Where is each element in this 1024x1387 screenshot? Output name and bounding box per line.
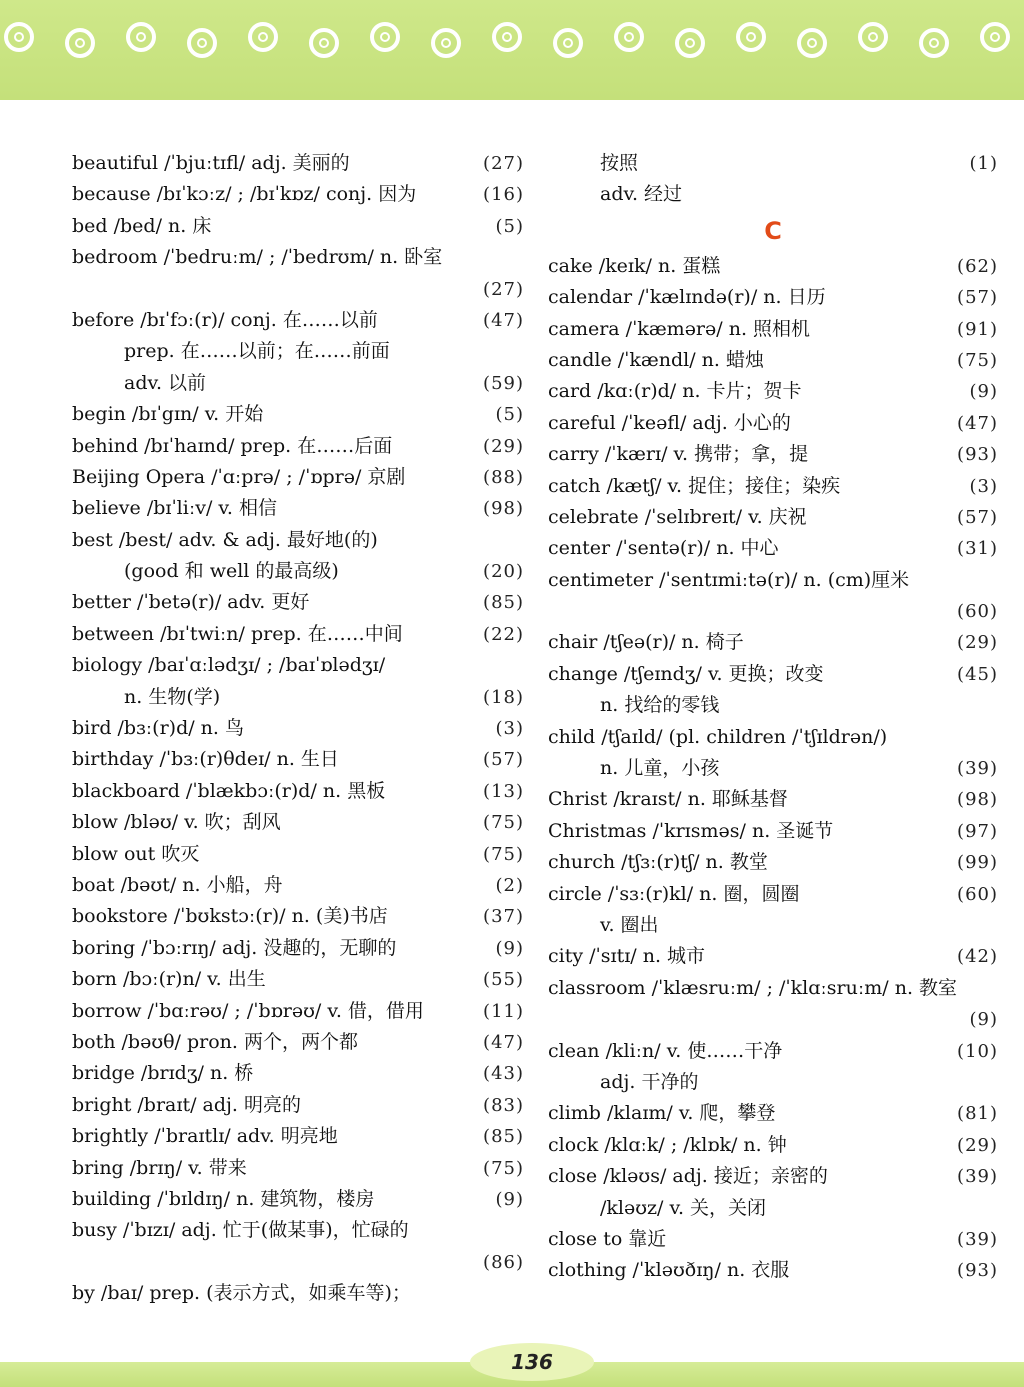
entry-page-ref: (1): [969, 153, 998, 174]
circle-ornament: [736, 22, 766, 52]
entry-page-ref: (43): [483, 1063, 524, 1085]
entry-text: bird /bɜː(r)d/ n. 鸟: [72, 717, 244, 740]
entry-text: Beijing Opera /ˈɑːprə/ ; /ˈɒprə/ 京剧: [72, 465, 406, 488]
entry-text: before /bɪˈfɔː(r)/ conj. 在……以前: [72, 308, 378, 331]
entry-page-ref: (98): [483, 498, 524, 520]
circle-ornament: [370, 22, 400, 52]
circle-ornament: [858, 22, 888, 52]
entry-line: [72, 1278, 524, 1309]
entry-line: [72, 1058, 524, 1089]
entry-page-ref: (60): [957, 601, 998, 623]
entry-line: [72, 682, 524, 713]
entry-text: bed /bed/ n. 床: [72, 214, 212, 237]
entry-line: [548, 1004, 998, 1035]
entry-text: centimeter /ˈsentɪmiːtə(r)/ n. (cm)厘米: [548, 568, 910, 591]
entry-line: [72, 1121, 524, 1152]
entry-text: both /bəʊθ/ pron. 两个，两个都: [72, 1030, 358, 1053]
entry-line: [72, 305, 524, 336]
entry-line: [548, 148, 998, 179]
entry-line: [548, 282, 998, 313]
entry-line: [548, 471, 998, 502]
entry-page-ref: (57): [957, 506, 998, 528]
entry-text: better /ˈbetə(r)/ adv. 更好: [72, 591, 310, 614]
entry-page-ref: (39): [957, 758, 998, 780]
entry-line: [72, 179, 524, 210]
circle-ornament: [492, 22, 522, 52]
entry-page-ref: (75): [957, 349, 998, 371]
entry-text: bright /braɪt/ adj. 明亮的: [72, 1093, 301, 1116]
entry-text: city /ˈsɪtɪ/ n. 城市: [548, 945, 706, 968]
entry-text: n. 找给的零钱: [600, 694, 720, 717]
entry-line: [72, 1215, 524, 1246]
entry-line: [72, 1090, 524, 1121]
entry-line: [72, 650, 524, 681]
entry-text: church /tʃɜː(r)tʃ/ n. 教堂: [548, 851, 768, 874]
entry-text: because /bɪˈkɔːz/ ; /bɪˈkɒz/ conj. 因为: [72, 183, 417, 206]
entry-page-ref: (11): [483, 1000, 524, 1022]
entry-page-ref: (3): [969, 475, 998, 497]
entry-text: by /baɪ/ prep. (表示方式，如乘车等)；: [72, 1282, 411, 1305]
entry-text: card /kɑː(r)d/ n. 卡片；贺卡: [548, 380, 802, 403]
entry-page-ref: (98): [957, 789, 998, 811]
entry-page-ref: (47): [957, 412, 998, 434]
entry-line: [548, 533, 998, 564]
entry-page-ref: (83): [483, 1094, 524, 1116]
entry-line: [72, 1247, 524, 1278]
entry-page-ref: (93): [957, 444, 998, 466]
entry-page-ref: (29): [957, 632, 998, 654]
circle-ornament: [553, 28, 583, 58]
entry-page-ref: (27): [483, 153, 524, 174]
entry-text: celebrate /ˈselɪbreɪt/ v. 庆祝: [548, 505, 807, 528]
entry-line: [548, 408, 998, 439]
entry-page-ref: (39): [957, 1166, 998, 1188]
entry-text: n. 儿童，小孩: [600, 757, 720, 780]
entry-text: child /tʃaɪld/ (pl. children /ˈtʃɪldrən/): [548, 725, 888, 748]
entry-line: [548, 1036, 998, 1067]
entry-page-ref: (37): [483, 906, 524, 928]
entry-page-ref: (62): [957, 255, 998, 277]
entry-text: bridge /brɪdʒ/ n. 桥: [72, 1062, 254, 1085]
entry-line: [72, 619, 524, 650]
entry-text: behind /bɪˈhaɪnd/ prep. 在……后面: [72, 434, 393, 457]
entry-line: [72, 964, 524, 995]
entry-line: [548, 179, 998, 210]
entry-text: change /tʃeɪndʒ/ v. 更换；改变: [548, 662, 824, 685]
entry-text: Christmas /ˈkrɪsməs/ n. 圣诞节: [548, 819, 834, 842]
entry-line: [548, 910, 998, 941]
entry-text: adv. 以前: [124, 371, 207, 394]
entry-page-ref: (86): [483, 1251, 524, 1273]
entry-page-ref: (2): [495, 874, 524, 896]
entry-text: best /best/ adv. & adj. 最好地(的): [72, 528, 378, 551]
entry-text: careful /ˈkeəfl/ adj. 小心的: [548, 411, 791, 434]
entry-line: [548, 1098, 998, 1129]
entry-line: [548, 251, 998, 282]
entry-text: circle /ˈsɜː(r)kl/ n. 圈，圆圈: [548, 882, 800, 905]
entry-page-ref: (42): [957, 946, 998, 968]
entry-page-ref: (47): [483, 309, 524, 331]
entry-line: [548, 1255, 998, 1286]
entry-text: biology /baɪˈɑːlədʒɪ/ ; /baɪˈɒlədʒɪ/: [72, 654, 386, 677]
entry-text: carry /ˈkærɪ/ v. 携带；拿，提: [548, 443, 809, 466]
section-letter: C: [764, 216, 782, 245]
entry-text: born /bɔː(r)n/ v. 出生: [72, 968, 266, 991]
entry-text: close to 靠近: [548, 1227, 667, 1250]
entry-text: clean /kliːn/ v. 使……干净: [548, 1039, 783, 1062]
entry-text: cake /keɪk/ n. 蛋糕: [548, 254, 721, 277]
entry-page-ref: (59): [483, 372, 524, 394]
entry-text: begin /bɪˈgɪn/ v. 开始: [72, 403, 264, 426]
entry-text: beautiful /ˈbjuːtɪfl/ adj. 美丽的: [72, 152, 350, 174]
entry-text: boring /ˈbɔːrɪŋ/ adj. 没趣的，无聊的: [72, 936, 397, 959]
entry-text: believe /bɪˈliːv/ v. 相信: [72, 497, 277, 520]
entry-page-ref: (81): [957, 1103, 998, 1125]
entry-text: camera /ˈkæmərə/ n. 照相机: [548, 317, 811, 340]
entry-line: [72, 336, 524, 367]
entry-line: [72, 807, 524, 838]
entry-text: clothing /ˈkləʊðɪŋ/ n. 衣服: [548, 1259, 790, 1282]
entry-line: [72, 462, 524, 493]
entry-text: climb /klaɪm/ v. 爬，攀登: [548, 1102, 776, 1125]
circle-ornament: [797, 28, 827, 58]
decorative-circles: [0, 18, 1024, 62]
circle-ornament: [65, 28, 95, 58]
entry-line: [72, 744, 524, 775]
entry-text: clock /klɑːk/ ; /klɒk/ n. 钟: [548, 1133, 787, 1156]
left-column: [72, 148, 524, 1328]
entry-text: catch /kætʃ/ v. 捉住；接住；染疾: [548, 474, 841, 497]
entry-line: [72, 587, 524, 618]
entry-page-ref: (31): [957, 538, 998, 560]
entry-line: [72, 274, 524, 305]
entry-text: classroom /ˈklæsruːm/ ; /ˈklɑːsruːm/ n. 教室: [548, 976, 958, 999]
entry-page-ref: (9): [495, 1188, 524, 1210]
circle-ornament: [187, 28, 217, 58]
entry-line: [548, 722, 998, 753]
entry-line: [548, 314, 998, 345]
circle-ornament: [919, 28, 949, 58]
entry-line: [72, 870, 524, 901]
entry-line: [72, 901, 524, 932]
entry-page-ref: (91): [957, 318, 998, 340]
entry-text: calendar /ˈkælɪndə(r)/ n. 日历: [548, 286, 826, 309]
entry-line: [72, 211, 524, 242]
entry-text: blackboard /ˈblækbɔː(r)d/ n. 黑板: [72, 779, 386, 802]
entry-line: [72, 431, 524, 462]
entry-line: [72, 1184, 524, 1215]
entry-text: bookstore /ˈbʊkstɔː(r)/ n. (美)书店: [72, 905, 388, 928]
entry-page-ref: (99): [957, 852, 998, 874]
entry-page-ref: (5): [495, 215, 524, 237]
entry-text: 按照: [600, 152, 639, 174]
entry-text: v. 圈出: [600, 913, 659, 936]
entry-text: Christ /kraɪst/ n. 耶稣基督: [548, 788, 788, 811]
entry-page-ref: (57): [957, 287, 998, 309]
circle-ornament: [431, 28, 461, 58]
entry-page-ref: (88): [483, 466, 524, 488]
entry-page-ref: (85): [483, 1126, 524, 1148]
entry-page-ref: (29): [957, 1134, 998, 1156]
entry-line: [548, 376, 998, 407]
entry-page-ref: (45): [957, 663, 998, 685]
entry-text: brightly /ˈbraɪtlɪ/ adv. 明亮地: [72, 1125, 338, 1148]
entry-line: [548, 690, 998, 721]
entry-line: [72, 713, 524, 744]
entry-text: chair /tʃeə(r)/ n. 椅子: [548, 631, 744, 654]
entry-page-ref: (39): [957, 1228, 998, 1250]
header-band: [0, 0, 1024, 100]
entry-page-ref: (60): [957, 883, 998, 905]
entry-line: [548, 345, 998, 376]
entry-line: [548, 1067, 998, 1098]
entry-text: close /kləʊs/ adj. 接近；亲密的: [548, 1165, 828, 1188]
entry-line: [548, 627, 998, 658]
entry-line: [548, 596, 998, 627]
entry-line: [548, 753, 998, 784]
entry-text: center /ˈsentə(r)/ n. 中心: [548, 537, 779, 560]
entry-page-ref: (75): [483, 843, 524, 865]
entry-page-ref: (5): [495, 404, 524, 426]
entry-page-ref: (47): [483, 1031, 524, 1053]
entry-page-ref: (9): [495, 937, 524, 959]
entry-line: [72, 1027, 524, 1058]
entry-page-ref: (75): [483, 1157, 524, 1179]
page-number: 136: [470, 1343, 594, 1381]
entry-page-ref: (55): [483, 969, 524, 991]
entry-text: (good 和 well 的最高级): [124, 560, 339, 583]
entry-line: [548, 847, 998, 878]
entry-line: [72, 839, 524, 870]
entry-line: [548, 439, 998, 470]
entry-line: [548, 973, 998, 1004]
entry-text: boat /bəʊt/ n. 小船，舟: [72, 873, 283, 896]
entry-page-ref: (16): [483, 184, 524, 206]
entry-page-ref: (29): [483, 435, 524, 457]
entry-page-ref: (10): [957, 1040, 998, 1062]
circle-ornament: [675, 28, 705, 58]
entry-text: building /ˈbɪldɪŋ/ n. 建筑物，楼房: [72, 1187, 375, 1210]
entry-line: [72, 776, 524, 807]
entry-text: adj. 干净的: [600, 1070, 699, 1093]
entry-text: n. 生物(学): [124, 685, 221, 708]
entry-line: [548, 502, 998, 533]
entry-line: [72, 242, 524, 273]
entry-page-ref: (75): [483, 812, 524, 834]
entry-line: [72, 933, 524, 964]
entry-line: [72, 368, 524, 399]
entry-text: adv. 经过: [600, 183, 683, 206]
circle-ornament: [248, 22, 278, 52]
entry-line: [548, 565, 998, 596]
circle-ornament: [980, 22, 1010, 52]
circle-ornament: [614, 22, 644, 52]
entry-page-ref: (27): [483, 278, 524, 300]
entry-line: [548, 941, 998, 972]
entry-line: [548, 784, 998, 815]
entry-line: [548, 1224, 998, 1255]
circle-ornament: [4, 22, 34, 52]
entry-line: [548, 1161, 998, 1192]
entry-page-ref: (9): [969, 381, 998, 403]
entry-text: blow out 吹灭: [72, 842, 200, 865]
entry-text: busy /ˈbɪzɪ/ adj. 忙于(做某事)，忙碌的: [72, 1219, 409, 1242]
entry-page-ref: (93): [957, 1260, 998, 1282]
entry-line: [548, 1130, 998, 1161]
entry-line: [72, 525, 524, 556]
entry-text: prep. 在……以前；在……前面: [124, 340, 390, 363]
entry-line: [72, 148, 524, 179]
entry-line: [72, 493, 524, 524]
entry-page-ref: (97): [957, 820, 998, 842]
entry-page-ref: (22): [483, 623, 524, 645]
entry-line: [72, 996, 524, 1027]
entry-page-ref: (18): [483, 686, 524, 708]
entry-text: bedroom /ˈbedruːm/ ; /ˈbedrʊm/ n. 卧室: [72, 246, 443, 269]
entry-line: [548, 659, 998, 690]
entry-text: candle /ˈkændl/ n. 蜡烛: [548, 348, 764, 371]
entry-line: [548, 1193, 998, 1224]
entry-page-ref: (13): [483, 780, 524, 802]
entry-text: /kləʊz/ v. 关，关闭: [600, 1196, 767, 1219]
entry-line: [72, 556, 524, 587]
entry-page-ref: (20): [483, 561, 524, 583]
entry-page-ref: (85): [483, 592, 524, 614]
entry-line: [548, 879, 998, 910]
right-column: [548, 148, 998, 1328]
entry-line: [72, 1153, 524, 1184]
entry-line: [72, 399, 524, 430]
entry-text: bring /brɪŋ/ v. 带来: [72, 1156, 247, 1179]
entry-text: borrow /ˈbɑːrəʊ/ ; /ˈbɒrəʊ/ v. 借，借用: [72, 999, 424, 1022]
entry-page-ref: (9): [969, 1009, 998, 1031]
entry-text: blow /bləʊ/ v. 吹；刮风: [72, 811, 281, 834]
circle-ornament: [309, 28, 339, 58]
entry-page-ref: (57): [483, 749, 524, 771]
entry-line: [548, 816, 998, 847]
entry-text: birthday /ˈbɜː(r)θdeɪ/ n. 生日: [72, 748, 339, 771]
circle-ornament: [126, 22, 156, 52]
entry-page-ref: (3): [495, 718, 524, 740]
entry-text: between /bɪˈtwiːn/ prep. 在……中间: [72, 622, 403, 645]
